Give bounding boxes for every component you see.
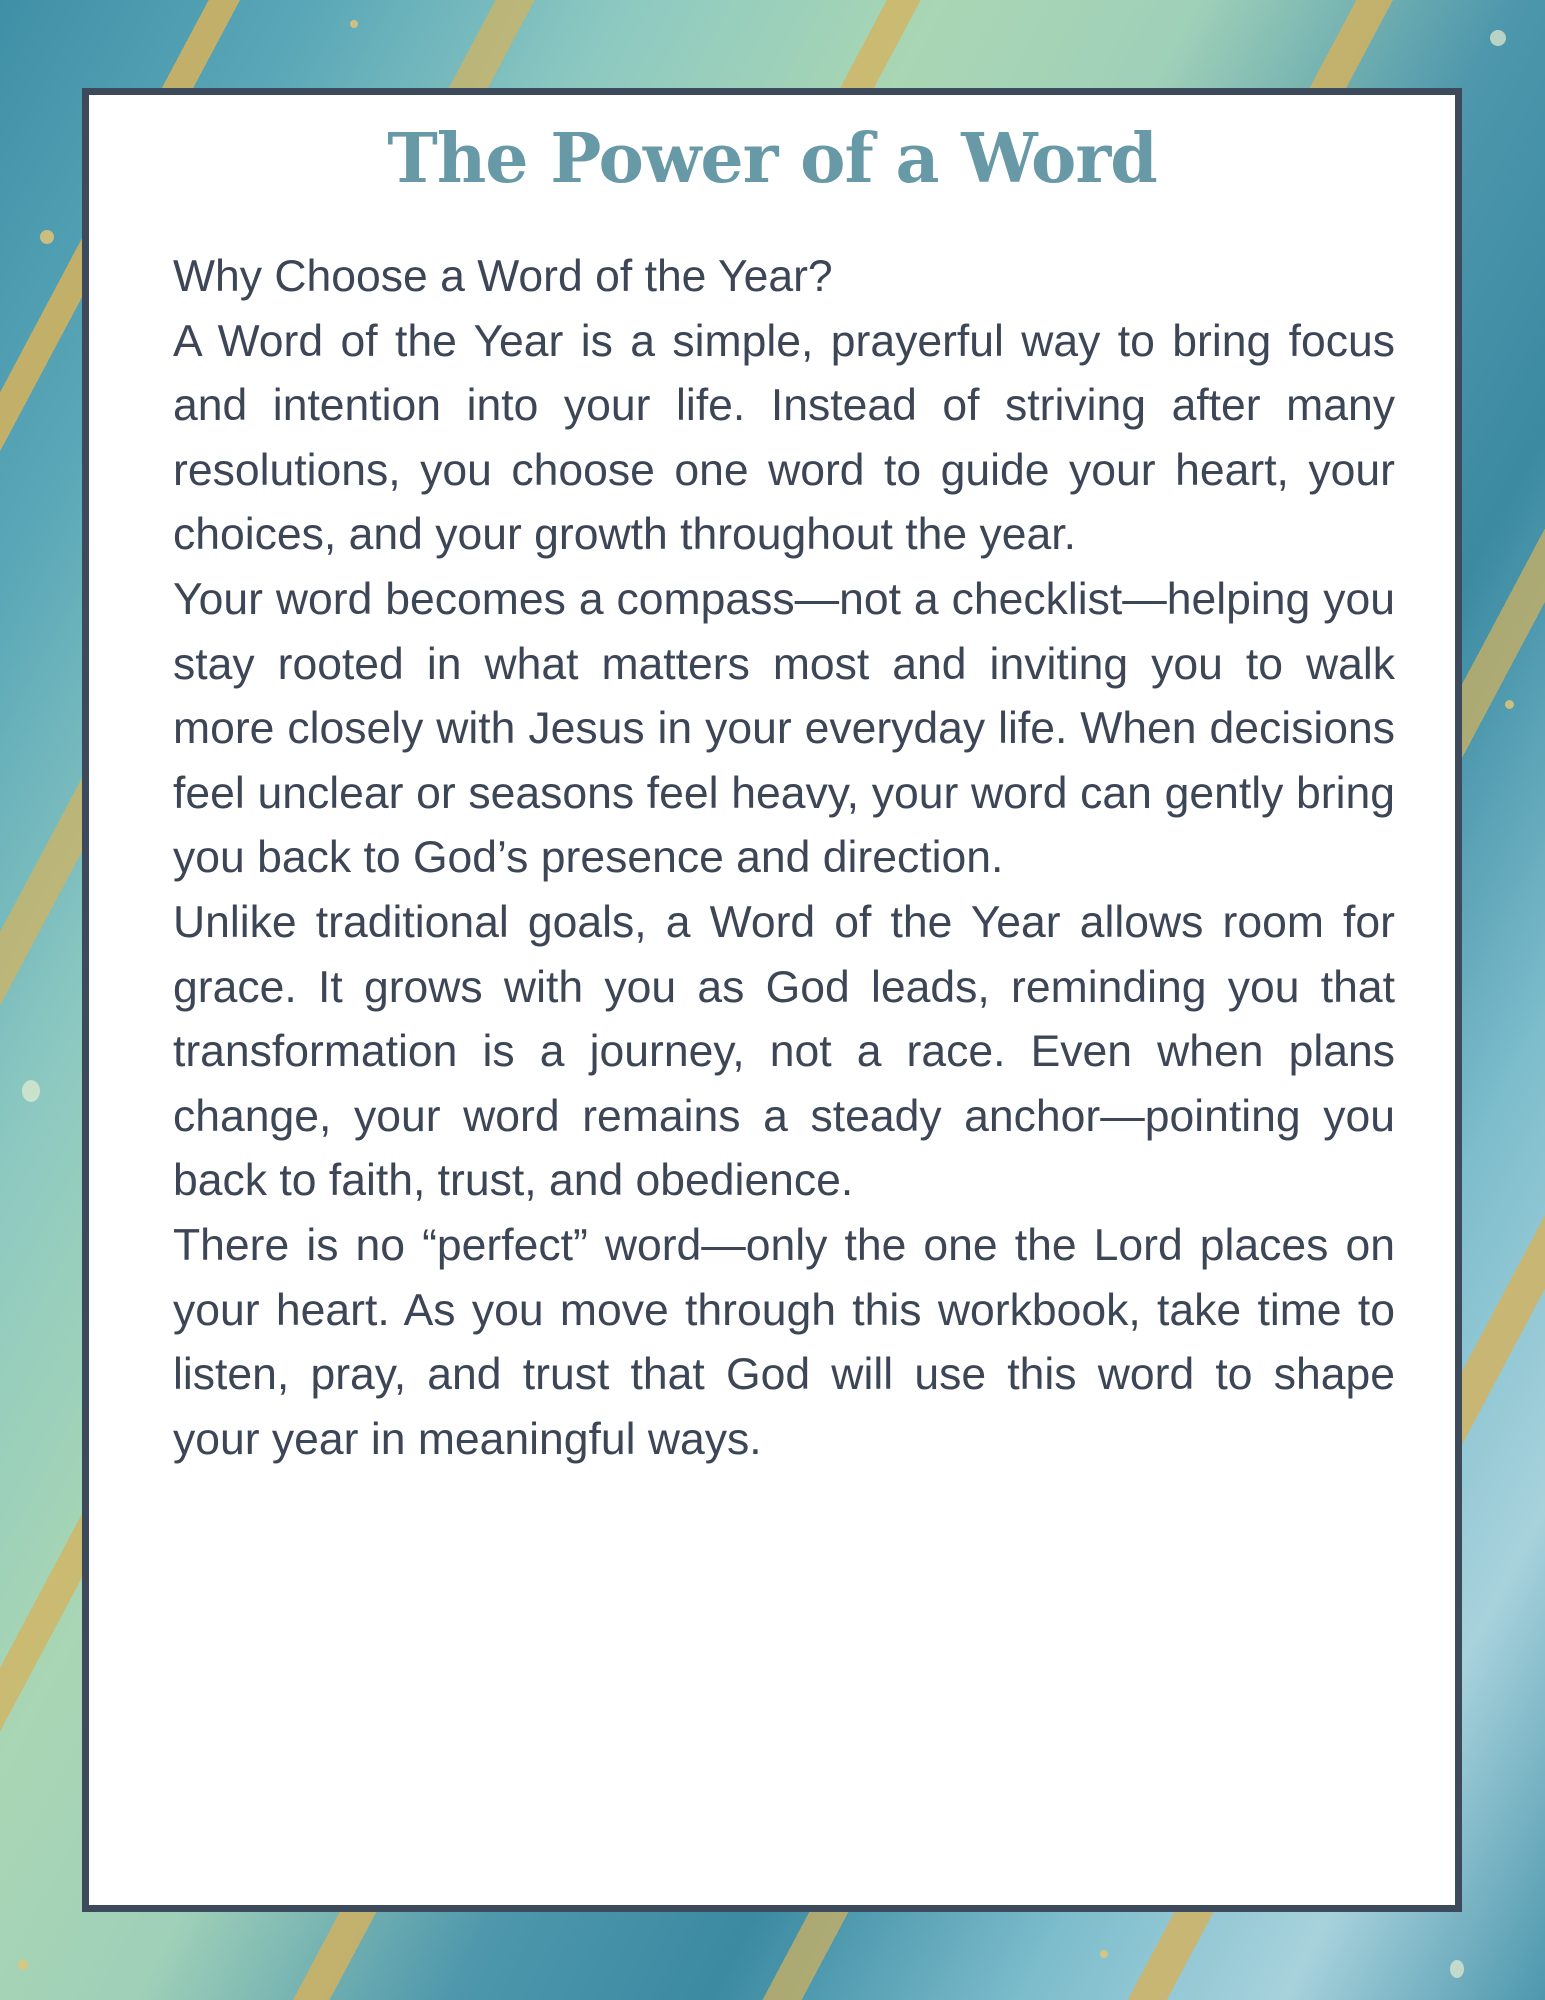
pale-speck xyxy=(1450,1960,1464,1978)
content-panel xyxy=(82,88,1462,1912)
paragraph-compass: Your word becomes a compass—not a checklist—helping you stay rooted in what matters most and inviting you to walk more closely with Jesus in your everyday life. When decisions feel unclear or seasons feel heavy, your word can gently bring you back to God’s presence and direction. xyxy=(173,574,1395,883)
pale-speck xyxy=(22,1080,40,1102)
body-content xyxy=(173,245,1395,1472)
paragraph-perfect-word: There is no “perfect” word—only the one the Lord places on your heart. As you move through this workbook, take time to listen, pray, and trust that God will use this word to shape your year in meaningful ways. xyxy=(173,1220,1395,1464)
paragraph-intro: A Word of the Year is a simple, prayerful way to bring focus and intention into your life. Instead of striving after many resolutions, you choose one word to guide your heart, your choices, and your growth throughout the year. xyxy=(173,316,1395,560)
pale-speck xyxy=(1490,30,1506,46)
gold-speck xyxy=(1100,1950,1108,1958)
gold-speck xyxy=(40,230,54,244)
section-subheading: Why Choose a Word of the Year? xyxy=(173,252,833,301)
gold-speck xyxy=(350,20,358,28)
gold-speck xyxy=(1505,700,1514,709)
page-title: The Power of a Word xyxy=(387,119,1157,199)
gold-speck xyxy=(18,1960,28,1970)
paragraph-grace: Unlike traditional goals, a Word of the Year allows room for grace. It grows with you as God leads, reminding you that transformation is a journey, not a race. Even when plans change, your word remains a steady anchor—pointing you back to faith, trust, and obedience. xyxy=(173,897,1395,1206)
